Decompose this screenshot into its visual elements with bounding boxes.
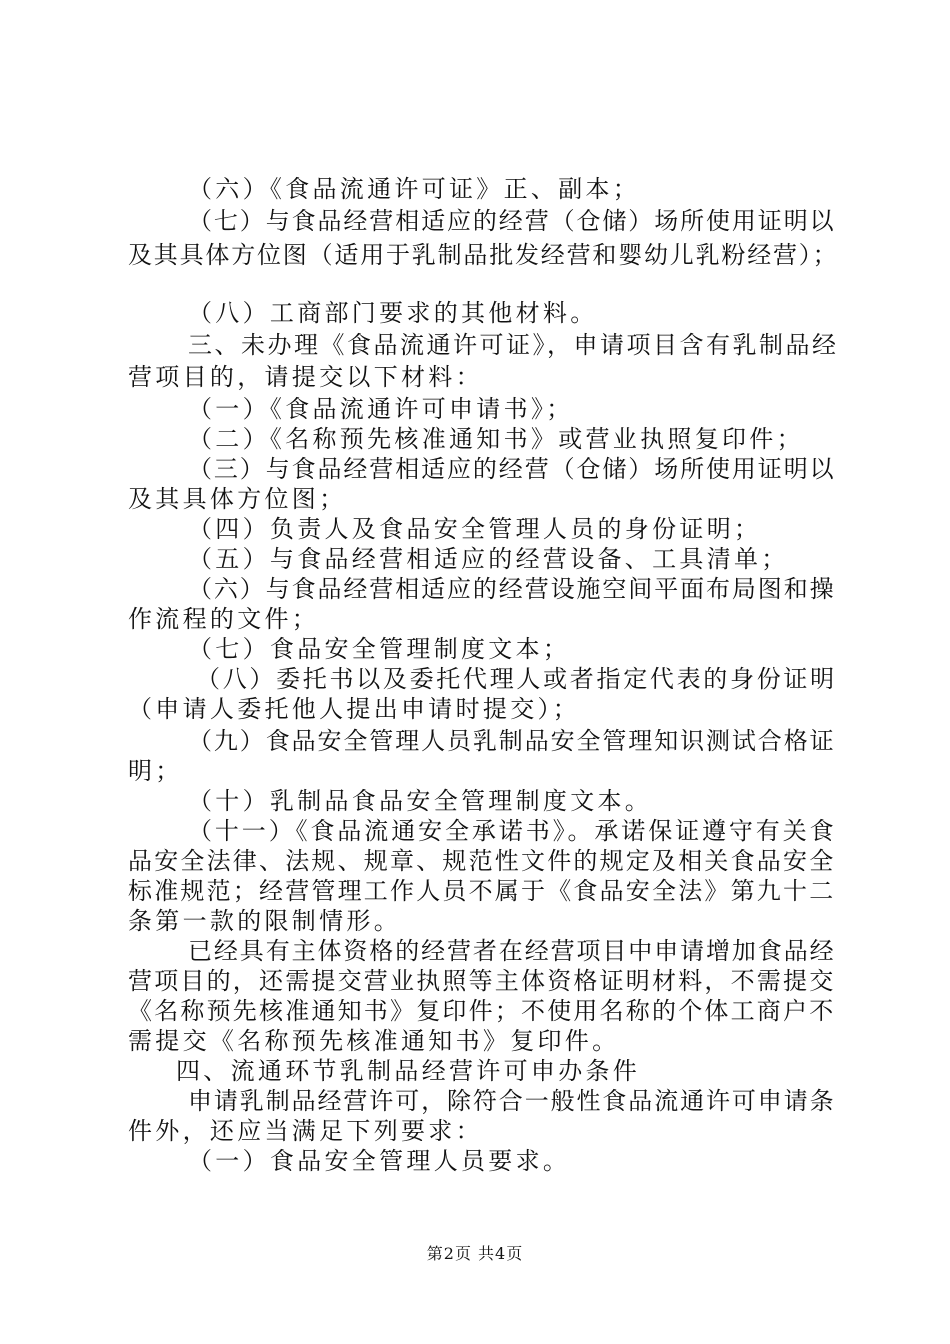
text-line: （八）委托书以及委托代理人或者指定代表的身份证明 — [196, 665, 837, 693]
text-line: （七）食品安全管理制度文本； — [188, 635, 571, 663]
text-line: 及其具体方位图； — [128, 485, 347, 513]
text-line: （九）食品安全管理人员乳制品安全管理知识测试合格证 — [188, 727, 836, 755]
text-line: 标准规范；经营管理工作人员不属于《食品安全法》第九十二 — [128, 877, 836, 905]
text-line: （十一）《食品流通安全承诺书》。承诺保证遵守有关食 — [188, 817, 837, 845]
text-line: 营项目的，请提交以下材料： — [128, 363, 483, 391]
text-line: 已经具有主体资格的经营者在经营项目中申请增加食品经 — [188, 937, 836, 965]
text-line: （一）食品安全管理人员要求。 — [188, 1147, 571, 1175]
text-line: 品安全法律、法规、规章、规范性文件的规定及相关食品安全 — [128, 847, 836, 875]
text-line: 三、未办理《食品流通许可证》，申请项目含有乳制品经 — [188, 331, 839, 359]
text-line: （八）工商部门要求的其他材料。 — [188, 299, 598, 327]
text-line: 件外，还应当满足下列要求： — [128, 1117, 483, 1145]
text-line: （申请人委托他人提出申请时提交）； — [128, 695, 581, 723]
text-line: （二）《名称预先核准通知书》或营业执照复印件； — [188, 425, 804, 453]
text-line: （四）负责人及食品安全管理人员的身份证明； — [188, 515, 762, 543]
text-line: （七）与食品经营相适应的经营（仓储）场所使用证明以 — [188, 207, 836, 235]
text-line: （六）《食品流通许可证》正、副本； — [188, 175, 641, 203]
text-line: 条第一款的限制情形。 — [128, 907, 401, 935]
text-line: 营项目的，还需提交营业执照等主体资格证明材料，不需提交 — [128, 967, 836, 995]
page-number-footer: 第2页 共4页 — [426, 1244, 524, 1263]
text-line: 申请乳制品经营许可，除符合一般性食品流通许可申请条 — [188, 1087, 836, 1115]
text-line: （五）与食品经营相适应的经营设备、工具清单； — [188, 545, 789, 573]
text-line: 作流程的文件； — [128, 605, 320, 633]
text-line: 明； — [128, 757, 183, 785]
text-line: （一）《食品流通许可申请书》； — [188, 395, 574, 423]
text-line: （十）乳制品食品安全管理制度文本。 — [188, 787, 653, 815]
text-line: （三）与食品经营相适应的经营（仓储）场所使用证明以 — [188, 455, 836, 483]
text-line: （六）与食品经营相适应的经营设施空间平面布局图和操 — [188, 575, 836, 603]
text-line: 《名称预先核准通知书》复印件；不使用名称的个体工商户不 — [128, 997, 836, 1025]
text-line: 及其具体方位图（适用于乳制品批发经营和婴幼儿乳粉经营）； — [128, 241, 839, 269]
text-line: 需提交《名称预先核准通知书》复印件。 — [128, 1027, 620, 1055]
text-line: 四、流通环节乳制品经营许可申办条件 — [176, 1057, 641, 1085]
